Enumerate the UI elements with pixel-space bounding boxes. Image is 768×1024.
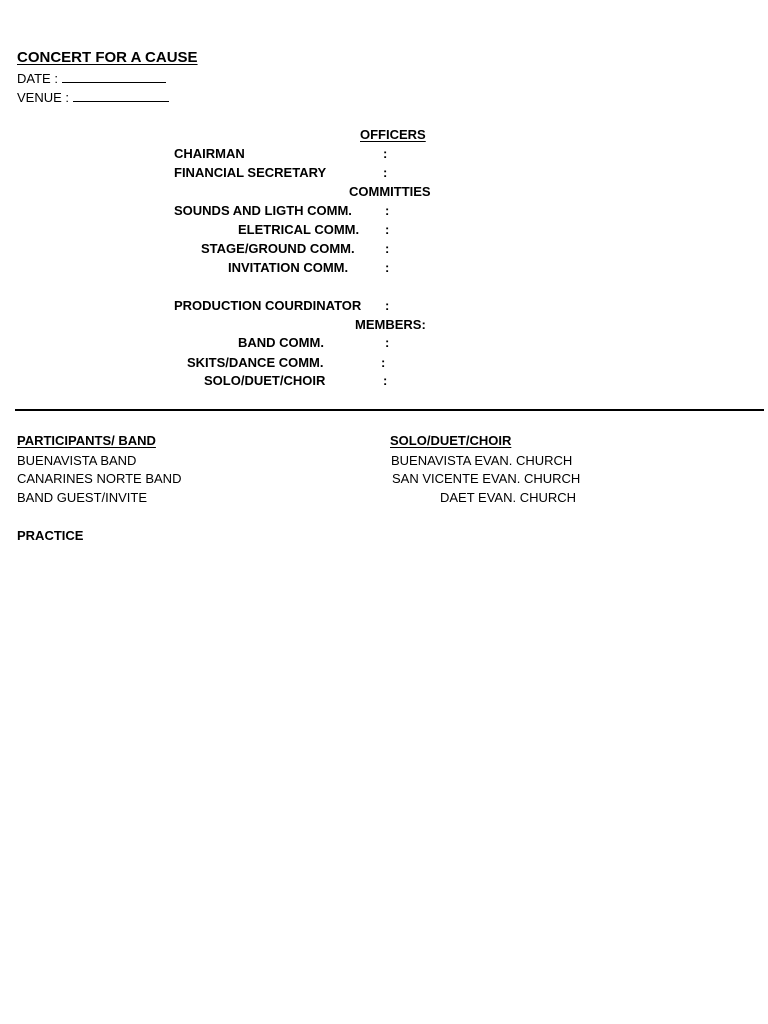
chairman-label: CHAIRMAN [174, 146, 245, 161]
date-label: DATE : [17, 71, 58, 86]
choir-item: SAN VICENTE EVAN. CHURCH [392, 471, 581, 486]
participant-item: BUENAVISTA BAND [17, 453, 137, 468]
venue-row [17, 89, 169, 106]
stage-committee-label: STAGE/GROUND COMM. [201, 241, 355, 256]
electrical-committee-colon: : [385, 222, 390, 237]
financial-secretary-colon: : [383, 165, 388, 180]
participant-item: BAND GUEST/INVITE [17, 490, 148, 505]
document-title: CONCERT FOR A CAUSE [17, 49, 198, 66]
solo-duet-choir-heading: SOLO/DUET/CHOIR [390, 433, 512, 448]
date-row [17, 70, 166, 87]
venue-label: VENUE : [17, 90, 70, 105]
solo-committee-colon: : [383, 373, 388, 388]
production-coordinator-label: PRODUCTION COURDINATOR [174, 298, 362, 313]
officers-heading: OFFICERS [360, 127, 426, 142]
participant-item: CANARINES NORTE BAND [17, 471, 182, 486]
band-committee-colon: : [385, 335, 390, 350]
stage-committee-colon: : [385, 241, 390, 256]
date-blank-line [62, 70, 166, 83]
invitation-committee-colon: : [385, 260, 390, 275]
practice-heading: PRACTICE [17, 528, 84, 543]
band-committee-label: BAND COMM. [238, 335, 324, 350]
members-heading: MEMBERS: [355, 317, 426, 332]
invitation-committee-label: INVITATION COMM. [228, 260, 349, 275]
choir-item: BUENAVISTA EVAN. CHURCH [391, 453, 573, 468]
financial-secretary-label: FINANCIAL SECRETARY [174, 165, 327, 180]
production-coordinator-colon: : [385, 298, 390, 313]
sounds-committee-label: SOUNDS AND LIGTH COMM. [174, 203, 352, 218]
skits-committee-label: SKITS/DANCE COMM. [187, 355, 324, 370]
section-divider [15, 409, 764, 411]
solo-committee-label: SOLO/DUET/CHOIR [204, 373, 326, 388]
electrical-committee-label: ELETRICAL COMM. [238, 222, 360, 237]
committees-heading: COMMITTIES [349, 184, 431, 199]
choir-item: DAET EVAN. CHURCH [440, 490, 577, 505]
sounds-committee-colon: : [385, 203, 390, 218]
chairman-colon: : [383, 146, 388, 161]
skits-committee-colon: : [381, 355, 386, 370]
venue-blank-line [73, 89, 169, 102]
participants-heading: PARTICIPANTS/ BAND [17, 433, 156, 448]
